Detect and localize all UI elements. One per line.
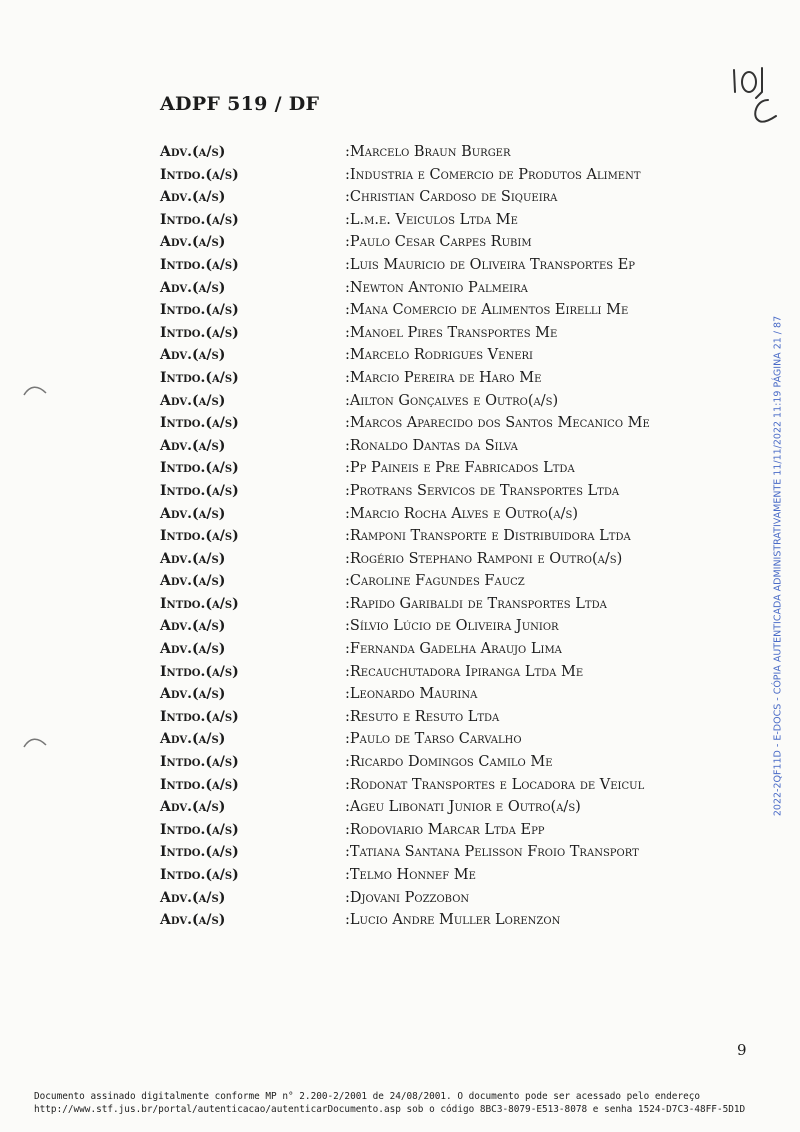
party-name: : Resuto e Resuto Ltda bbox=[345, 706, 760, 729]
party-role: Intdo.(a/s) bbox=[160, 754, 239, 771]
party-role: Intdo.(a/s) bbox=[160, 415, 239, 432]
party-name: : Christian Cardoso de Siqueira bbox=[345, 186, 760, 209]
party-name: : Ronaldo Dantas da Silva bbox=[345, 435, 760, 458]
party-role: Intdo.(a/s) bbox=[160, 528, 239, 545]
party-list bbox=[160, 141, 760, 932]
handwritten-page-annotation-icon bbox=[722, 62, 792, 142]
party-row bbox=[160, 638, 760, 661]
party-row bbox=[160, 774, 760, 797]
party-role: Intdo.(a/s) bbox=[160, 324, 239, 341]
party-role: Intdo.(a/s) bbox=[160, 663, 239, 680]
party-row bbox=[160, 503, 760, 526]
party-row bbox=[160, 277, 760, 300]
binder-hole-mark-icon bbox=[22, 735, 48, 751]
party-row bbox=[160, 480, 760, 503]
party-name: : Luis Mauricio de Oliveira Transportes Ep bbox=[345, 254, 760, 277]
party-name: : Caroline Fagundes Faucz bbox=[345, 570, 760, 593]
party-name: : Newton Antonio Palmeira bbox=[345, 277, 760, 300]
footer-line-2: http://www.stf.jus.br/portal/autenticacao/autenticarDocumento.asp sob o código 8BC3-8079-E513-8078 e senha 1524-D7C3-48FF-5D1D bbox=[34, 1103, 746, 1115]
party-role: Adv.(a/s) bbox=[160, 144, 226, 160]
party-role: Adv.(a/s) bbox=[160, 234, 226, 251]
party-role: Adv.(a/s) bbox=[160, 618, 226, 635]
party-row bbox=[160, 209, 760, 232]
party-role: Intdo.(a/s) bbox=[160, 256, 239, 273]
party-name: : Rogério Stephano Ramponi e Outro(a/s) bbox=[345, 548, 760, 571]
party-name: : Mana Comercio de Alimentos Eirelli Me bbox=[345, 299, 760, 322]
party-name: : Rodonat Transportes e Locadora de Veicul bbox=[345, 774, 760, 797]
party-row bbox=[160, 683, 760, 706]
binder-hole-mark-icon bbox=[22, 383, 48, 399]
party-name: : Ramponi Transporte e Distribuidora Ltda bbox=[345, 525, 760, 548]
party-row bbox=[160, 435, 760, 458]
party-role: Intdo.(a/s) bbox=[160, 302, 239, 319]
party-name: : Ailton Gonçalves e Outro(a/s) bbox=[345, 390, 760, 413]
party-role: Intdo.(a/s) bbox=[160, 821, 239, 838]
party-row bbox=[160, 344, 760, 367]
party-name: : Telmo Honnef Me bbox=[345, 864, 760, 887]
party-row bbox=[160, 141, 760, 164]
party-name: : Pp Paineis e Pre Fabricados Ltda bbox=[345, 457, 760, 480]
party-row bbox=[160, 728, 760, 751]
party-row bbox=[160, 841, 760, 864]
party-name: : Sílvio Lúcio de Oliveira Junior bbox=[345, 615, 760, 638]
party-row bbox=[160, 706, 760, 729]
party-name: : Protrans Servicos de Transportes Ltda bbox=[345, 480, 760, 503]
party-name: : Ageu Libonati Junior e Outro(a/s) bbox=[345, 796, 760, 819]
party-row bbox=[160, 887, 760, 910]
party-row bbox=[160, 367, 760, 390]
party-name: : Marcelo Braun Burger bbox=[345, 141, 760, 164]
party-row bbox=[160, 525, 760, 548]
party-row bbox=[160, 164, 760, 187]
party-role: Adv.(a/s) bbox=[160, 347, 226, 364]
party-row bbox=[160, 457, 760, 480]
party-name: : Djovani Pozzobon bbox=[345, 887, 760, 910]
party-role: Intdo.(a/s) bbox=[160, 708, 239, 725]
party-role: Adv.(a/s) bbox=[160, 437, 226, 454]
party-role: Intdo.(a/s) bbox=[160, 460, 239, 477]
page-number: 9 bbox=[737, 1041, 747, 1059]
party-name: : Leonardo Maurina bbox=[345, 683, 760, 706]
party-row bbox=[160, 390, 760, 413]
party-role: Adv.(a/s) bbox=[160, 799, 226, 816]
footer-line-1: Documento assinado digitalmente conforme MP n° 2.200-2/2001 de 24/08/2001. O documento pode ser acessado pelo endereço bbox=[34, 1091, 701, 1102]
party-row bbox=[160, 299, 760, 322]
party-role: Intdo.(a/s) bbox=[160, 844, 239, 861]
party-role: Adv.(a/s) bbox=[160, 392, 226, 409]
party-role: Adv.(a/s) bbox=[160, 573, 226, 590]
party-row bbox=[160, 909, 760, 932]
party-name: : Ricardo Domingos Camilo Me bbox=[345, 751, 760, 774]
party-role: Intdo.(a/s) bbox=[160, 482, 239, 499]
party-name: : Marcio Pereira de Haro Me bbox=[345, 367, 760, 390]
party-row bbox=[160, 796, 760, 819]
party-role: Intdo.(a/s) bbox=[160, 776, 239, 793]
party-row bbox=[160, 412, 760, 435]
party-name: : Paulo de Tarso Carvalho bbox=[345, 728, 760, 751]
party-row bbox=[160, 254, 760, 277]
party-role: Adv.(a/s) bbox=[160, 189, 226, 206]
document-heading: ADPF 519 / DF bbox=[160, 93, 320, 115]
party-role: Adv.(a/s) bbox=[160, 912, 226, 929]
party-row bbox=[160, 661, 760, 684]
party-name: : Manoel Pires Transportes Me bbox=[345, 322, 760, 345]
party-role: Adv.(a/s) bbox=[160, 731, 226, 748]
party-row bbox=[160, 231, 760, 254]
party-role: Intdo.(a/s) bbox=[160, 867, 239, 883]
digital-signature-footer bbox=[34, 1091, 745, 1116]
party-name: : Marcio Rocha Alves e Outro(a/s) bbox=[345, 503, 760, 526]
party-role: Adv.(a/s) bbox=[160, 505, 226, 522]
party-row bbox=[160, 593, 760, 616]
party-role: Intdo.(a/s) bbox=[160, 211, 239, 228]
party-role: Intdo.(a/s) bbox=[160, 595, 239, 612]
party-name: : Fernanda Gadelha Araujo Lima bbox=[345, 638, 760, 661]
party-name: : L.m.e. Veiculos Ltda Me bbox=[345, 209, 760, 232]
party-name: : Marcelo Rodrigues Veneri bbox=[345, 344, 760, 367]
party-name: : Rapido Garibaldi de Transportes Ltda bbox=[345, 593, 760, 616]
party-name: : Lucio Andre Muller Lorenzon bbox=[345, 909, 760, 932]
party-row bbox=[160, 819, 760, 842]
authentication-stamp: 2022-2QF11D - E-DOCS - CÓPIA AUTENTICADA ADMINISTRATIVAMENTE 11/11/2022 11:19 PÁGINA 21 / 87 bbox=[772, 315, 784, 817]
party-row bbox=[160, 615, 760, 638]
party-name: : Rodoviario Marcar Ltda Epp bbox=[345, 819, 760, 842]
party-role: Adv.(a/s) bbox=[160, 686, 226, 703]
party-role: Adv.(a/s) bbox=[160, 641, 226, 658]
party-role: Adv.(a/s) bbox=[160, 279, 226, 296]
party-name: : Tatiana Santana Pelisson Froio Transport bbox=[345, 841, 760, 864]
party-row bbox=[160, 186, 760, 209]
party-role: Adv.(a/s) bbox=[160, 889, 226, 906]
party-name: : Paulo Cesar Carpes Rubim bbox=[345, 231, 760, 254]
party-row bbox=[160, 322, 760, 345]
party-name: : Recauchutadora Ipiranga Ltda Me bbox=[345, 661, 760, 684]
party-name: : Industria e Comercio de Produtos Aliment bbox=[345, 164, 760, 187]
party-row bbox=[160, 751, 760, 774]
party-row bbox=[160, 548, 760, 571]
party-name: : Marcos Aparecido dos Santos Mecanico Me bbox=[345, 412, 760, 435]
party-row bbox=[160, 570, 760, 593]
party-role: Intdo.(a/s) bbox=[160, 369, 239, 386]
party-role: Adv.(a/s) bbox=[160, 550, 226, 567]
party-role: Intdo.(a/s) bbox=[160, 166, 239, 183]
party-row bbox=[160, 864, 760, 887]
